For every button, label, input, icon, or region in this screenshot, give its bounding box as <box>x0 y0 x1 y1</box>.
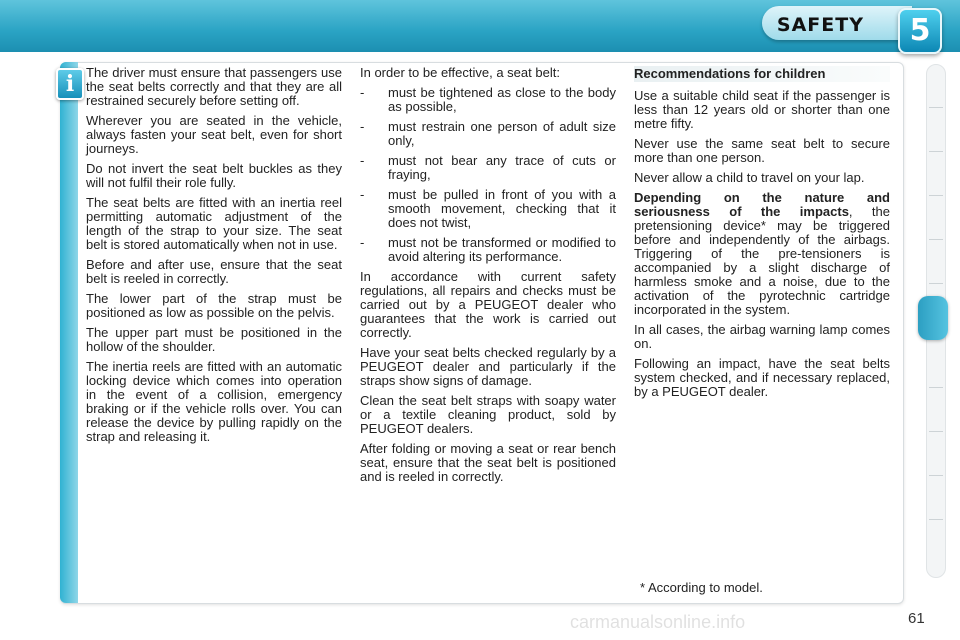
tab-divider <box>929 107 943 108</box>
paragraph: Use a suitable child seat if the passenger is less than 12 years old or shorter than one metre fifty. <box>634 88 890 131</box>
paragraph: After folding or moving a seat or rear bench seat, ensure that the seat belt is positioned and is reeled in correctly. <box>360 441 616 484</box>
paragraph: Never allow a child to travel on your lap. <box>634 170 865 185</box>
bullet-dash: - <box>360 187 365 202</box>
bullet-dash: - <box>360 85 365 100</box>
list-item-text: must be tightened as close to the body as possible, <box>388 85 616 114</box>
paragraph: Never use the same seat belt to secure more than one person. <box>634 136 890 165</box>
panel-accent-bar <box>60 62 78 603</box>
paragraph: Do not invert the seat belt buckles as they will not fulfil their role fully. <box>86 161 342 190</box>
list-item-text: must not bear any trace of cuts or fraying, <box>388 153 616 182</box>
paragraph: Have your seat belts checked regularly by a PEUGEOT dealer and particularly if the straps show signs of damage. <box>360 345 616 388</box>
list-item <box>360 154 616 182</box>
paragraph: The seat belts are fitted with an inertia reel permitting automatic adjustment of the length of the strap to your size. The seat belt is stored automatically when not in use. <box>86 195 342 252</box>
paragraph: In accordance with current safety regulations, all repairs and checks must be carried out by a PEUGEOT dealer who guarantees that the work is carried out correctly. <box>360 269 616 340</box>
tab-divider <box>929 283 943 284</box>
active-chapter-tab[interactable] <box>918 296 948 340</box>
tab-divider <box>929 475 943 476</box>
tab-divider <box>929 239 943 240</box>
info-icon: i <box>56 68 84 100</box>
tab-divider <box>929 519 943 520</box>
paragraph: Following an impact, have the seat belts system checked, and if necessary replaced, by a PEUGEOT dealer. <box>634 356 890 399</box>
column-general-rules <box>86 66 342 450</box>
tab-divider <box>929 431 943 432</box>
paragraph: The inertia reels are fitted with an automatic locking device which comes into operation in the event of a collision, emergency braking or if the vehicle rolls over. You can release the device by pulling rapidly on the strap and releasing it. <box>86 359 342 444</box>
footnote: * According to model. <box>640 580 763 595</box>
tab-divider <box>929 151 943 152</box>
chapter-number-badge: 5 <box>898 8 942 54</box>
list-item-text: must restrain one person of adult size only, <box>388 119 616 148</box>
list-item <box>360 86 616 114</box>
recommendations-heading: Recommendations for children <box>634 66 890 82</box>
paragraph: The upper part must be positioned in the hollow of the shoulder. <box>86 325 342 354</box>
section-title: SAFETY <box>776 14 864 36</box>
pretensioner-paragraph <box>634 191 890 317</box>
paragraph: The driver must ensure that passengers use the seat belts correctly and that they are all restrained securely before setting off. <box>86 65 342 108</box>
paragraph: The lower part of the strap must be positioned as low as possible on the pelvis. <box>86 291 342 320</box>
list-item-text: must not be transformed or modified to avoid altering its performance. <box>388 235 616 264</box>
page-number: 61 <box>908 610 925 627</box>
bullet-dash: - <box>360 119 365 134</box>
column-seat-belt-requirements <box>360 66 616 490</box>
bullet-dash: - <box>360 153 365 168</box>
column-child-recommendations <box>634 66 890 405</box>
paragraph: Before and after use, ensure that the seat belt is reeled in correctly. <box>86 257 342 286</box>
header-banner <box>0 0 960 52</box>
paragraph: Clean the seat belt straps with soapy water or a textile cleaning product, sold by PEUGEOT dealers. <box>360 393 616 436</box>
pretensioner-bold-lead: Depending on the nature and seriousness of the impacts <box>634 190 890 219</box>
list-item <box>360 236 616 264</box>
paragraph: In all cases, the airbag warning lamp comes on. <box>634 322 890 351</box>
pretensioner-text: , the pretensioning device* may be triggered before and independently of the airbags. Triggering of the pre-tensioners is accompanied by a slight discharge of harmless smoke and a noise, due to the activation of the pyrotechnic cartridge incorporated in the system. <box>634 204 890 317</box>
tab-divider <box>929 195 943 196</box>
bullet-dash: - <box>360 235 365 250</box>
list-item <box>360 120 616 148</box>
list-item <box>360 188 616 230</box>
list-item-text: must be pulled in front of you with a smooth movement, checking that it does not twist, <box>388 187 616 230</box>
watermark-text: carmanualsonline.info <box>570 612 746 632</box>
list-intro: In order to be effective, a seat belt: <box>360 65 560 80</box>
paragraph: Wherever you are seated in the vehicle, always fasten your seat belt, even for short journeys. <box>86 113 342 156</box>
tab-divider <box>929 387 943 388</box>
